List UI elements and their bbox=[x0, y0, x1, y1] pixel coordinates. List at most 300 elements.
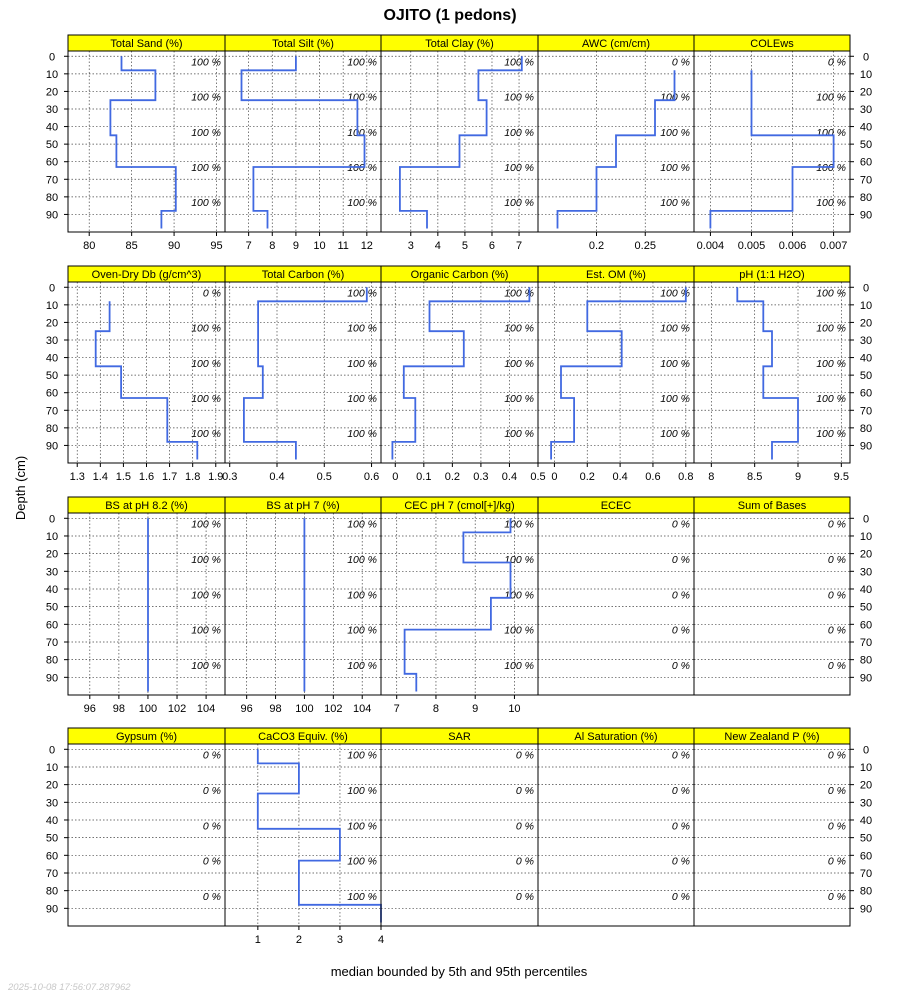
x-tick-label: 104 bbox=[353, 703, 372, 715]
sample-coverage-label: 100 % bbox=[347, 161, 377, 174]
sample-coverage-label: 0 % bbox=[202, 749, 221, 762]
x-tick-label: 0.4 bbox=[269, 471, 285, 483]
sample-coverage-label: 100 % bbox=[660, 357, 690, 370]
depth-tick-label: 90 bbox=[45, 209, 59, 222]
sample-coverage-label: 100 % bbox=[504, 197, 534, 210]
panel-11 bbox=[225, 497, 381, 715]
sample-coverage-label: 100 % bbox=[816, 392, 846, 405]
median-profile-line bbox=[737, 287, 798, 459]
sample-coverage-label: 0 % bbox=[671, 890, 690, 903]
x-tick-label: 0.005 bbox=[737, 240, 766, 252]
sample-coverage-label: 0 % bbox=[827, 624, 846, 637]
x-tick-label: 8.5 bbox=[747, 471, 763, 483]
depth-tick-label: 50 bbox=[45, 139, 59, 152]
x-tick-label: 0.3 bbox=[222, 471, 238, 483]
panel-17 bbox=[381, 728, 538, 926]
x-tick-label: 8 bbox=[269, 240, 276, 252]
x-tick-label: 3 bbox=[336, 934, 344, 946]
panel-strip-label: AWC (cm/cm) bbox=[581, 38, 651, 50]
sample-coverage-label: 100 % bbox=[816, 428, 846, 441]
sample-coverage-label: 0 % bbox=[827, 659, 846, 672]
x-tick-label: 3 bbox=[407, 240, 414, 252]
x-tick-label: 0.3 bbox=[473, 471, 489, 483]
x-tick-label: 9 bbox=[794, 471, 802, 483]
sample-coverage-label: 100 % bbox=[191, 197, 221, 210]
depth-tick-label: 90 bbox=[45, 903, 59, 916]
sample-coverage-label: 100 % bbox=[504, 287, 534, 300]
depth-tick-label: 60 bbox=[859, 619, 873, 632]
sample-coverage-label: 100 % bbox=[347, 357, 377, 370]
x-tick-label: 104 bbox=[196, 703, 216, 715]
x-tick-label: 0.5 bbox=[316, 471, 332, 483]
sample-coverage-label: 100 % bbox=[191, 518, 221, 531]
depth-tick-label: 30 bbox=[45, 797, 59, 810]
sample-coverage-label: 100 % bbox=[660, 428, 690, 441]
depth-tick-label: 20 bbox=[45, 317, 59, 330]
x-tick-label: 98 bbox=[269, 703, 282, 715]
x-tick-label: 8 bbox=[708, 471, 715, 483]
depth-tick-label: 60 bbox=[45, 619, 59, 632]
sample-coverage-label: 0 % bbox=[671, 855, 690, 868]
x-tick-label: 12 bbox=[360, 240, 373, 252]
panel-strip-label: Gypsum (%) bbox=[115, 731, 178, 743]
x-tick-label: 1.4 bbox=[92, 471, 108, 483]
sample-coverage-label: 100 % bbox=[660, 287, 690, 300]
sample-coverage-label: 0 % bbox=[515, 784, 534, 797]
depth-tick-label: 80 bbox=[859, 654, 873, 667]
sample-coverage-label: 100 % bbox=[816, 91, 846, 104]
sample-coverage-label: 0 % bbox=[827, 820, 846, 833]
depth-tick-label: 10 bbox=[859, 68, 873, 81]
depth-tick-label: 60 bbox=[859, 156, 873, 169]
depth-tick-label: 0 bbox=[48, 513, 56, 526]
depth-tick-label: 40 bbox=[45, 352, 59, 365]
x-tick-label: 9 bbox=[292, 240, 299, 252]
depth-tick-label: 70 bbox=[859, 636, 873, 649]
sample-coverage-label: 0 % bbox=[827, 749, 846, 762]
sample-coverage-label: 100 % bbox=[504, 659, 534, 672]
x-tick-label: 0.2 bbox=[444, 471, 461, 483]
sample-coverage-label: 100 % bbox=[816, 357, 846, 370]
x-tick-label: 0 bbox=[392, 471, 399, 483]
sample-coverage-label: 100 % bbox=[347, 392, 377, 405]
x-tick-label: 0.4 bbox=[501, 471, 518, 483]
x-tick-label: 0.004 bbox=[696, 240, 725, 252]
panel-strip-label: Total Clay (%) bbox=[425, 38, 494, 50]
x-tick-label: 96 bbox=[240, 703, 253, 715]
sample-coverage-label: 0 % bbox=[671, 784, 690, 797]
depth-tick-label: 10 bbox=[45, 68, 59, 81]
depth-tick-label: 20 bbox=[859, 317, 873, 330]
depth-tick-label: 30 bbox=[859, 334, 873, 347]
sample-coverage-label: 0 % bbox=[515, 890, 534, 903]
depth-tick-label: 80 bbox=[45, 422, 59, 435]
panel-frame bbox=[694, 744, 850, 926]
x-tick-label: 80 bbox=[83, 240, 96, 252]
x-tick-label: 8 bbox=[432, 703, 440, 715]
sample-coverage-label: 100 % bbox=[347, 287, 377, 300]
sample-coverage-label: 0 % bbox=[827, 589, 846, 602]
sample-coverage-label: 0 % bbox=[671, 56, 690, 69]
sample-coverage-label: 100 % bbox=[191, 91, 221, 104]
panel-13 bbox=[538, 497, 694, 695]
figure-title: OJITO (1 pedons) bbox=[383, 7, 517, 24]
x-tick-label: 100 bbox=[138, 703, 158, 715]
sample-coverage-label: 0 % bbox=[202, 820, 221, 833]
sample-coverage-label: 0 % bbox=[671, 624, 690, 637]
panel-15 bbox=[46, 728, 225, 926]
x-tick-label: 0.1 bbox=[416, 471, 432, 483]
depth-tick-label: 70 bbox=[45, 867, 59, 880]
x-tick-label: 0.4 bbox=[612, 471, 628, 483]
timestamp: 2025-10-08 17:56:07.287962 bbox=[8, 982, 131, 993]
depth-tick-label: 70 bbox=[45, 636, 59, 649]
depth-tick-label: 90 bbox=[45, 440, 59, 453]
sample-coverage-label: 100 % bbox=[660, 161, 690, 174]
x-tick-label: 5 bbox=[461, 240, 468, 252]
median-profile-line bbox=[710, 70, 833, 228]
panel-strip-label: Total Silt (%) bbox=[272, 38, 334, 50]
x-tick-label: 1.7 bbox=[161, 471, 178, 483]
y-axis-title: Depth (cm) bbox=[13, 455, 28, 521]
depth-tick-label: 90 bbox=[859, 440, 873, 453]
sample-coverage-label: 100 % bbox=[347, 659, 377, 672]
sample-coverage-label: 0 % bbox=[827, 56, 846, 69]
sample-coverage-label: 100 % bbox=[504, 428, 534, 441]
x-tick-label: 7 bbox=[393, 703, 400, 715]
median-profile-line bbox=[242, 56, 365, 228]
depth-tick-label: 0 bbox=[862, 513, 870, 526]
sample-coverage-label: 0 % bbox=[515, 820, 534, 833]
sample-coverage-label: 100 % bbox=[347, 624, 377, 637]
x-tick-label: 9 bbox=[472, 703, 479, 715]
sample-coverage-label: 100 % bbox=[347, 749, 377, 762]
depth-tick-label: 80 bbox=[45, 654, 59, 667]
panel-strip-label: BS at pH 8.2 (%) bbox=[105, 500, 188, 512]
panel-strip-label: COLEws bbox=[750, 38, 794, 50]
panel-1 bbox=[225, 35, 381, 252]
x-tick-label: 0.006 bbox=[778, 240, 807, 252]
x-tick-label: 100 bbox=[295, 703, 314, 715]
sample-coverage-label: 0 % bbox=[827, 855, 846, 868]
x-tick-label: 96 bbox=[83, 703, 96, 715]
depth-tick-label: 50 bbox=[45, 370, 59, 383]
x-tick-label: 0.25 bbox=[634, 240, 656, 252]
panel-3 bbox=[538, 35, 694, 252]
panel-frame bbox=[68, 744, 225, 926]
depth-tick-label: 20 bbox=[859, 86, 873, 99]
sample-coverage-label: 100 % bbox=[191, 659, 221, 672]
x-tick-label: 85 bbox=[125, 240, 138, 252]
panel-18 bbox=[538, 728, 694, 926]
x-tick-label: 4 bbox=[434, 240, 441, 252]
depth-tick-label: 30 bbox=[45, 566, 59, 579]
depth-tick-label: 0 bbox=[48, 282, 56, 295]
depth-tick-label: 20 bbox=[859, 779, 873, 792]
sample-coverage-label: 100 % bbox=[191, 428, 221, 441]
panel-10 bbox=[46, 497, 225, 715]
panel-strip-label: CaCO3 Equiv. (%) bbox=[258, 731, 348, 743]
x-tick-label: 1.3 bbox=[69, 471, 85, 483]
sample-coverage-label: 0 % bbox=[515, 749, 534, 762]
sample-coverage-label: 100 % bbox=[191, 56, 221, 69]
sample-coverage-label: 0 % bbox=[671, 553, 690, 566]
depth-tick-label: 70 bbox=[859, 867, 873, 880]
depth-tick-label: 40 bbox=[859, 583, 873, 596]
sample-coverage-label: 0 % bbox=[671, 659, 690, 672]
panel-14 bbox=[694, 497, 872, 695]
x-tick-label: 10 bbox=[508, 703, 521, 715]
x-tick-label: 1.9 bbox=[208, 471, 224, 483]
depth-tick-label: 50 bbox=[45, 832, 59, 845]
sample-coverage-label: 100 % bbox=[660, 126, 690, 139]
depth-tick-label: 90 bbox=[859, 209, 873, 222]
depth-tick-label: 70 bbox=[45, 405, 59, 418]
sample-coverage-label: 100 % bbox=[504, 161, 534, 174]
depth-tick-label: 30 bbox=[45, 103, 59, 116]
x-tick-label: 0.2 bbox=[579, 471, 595, 483]
sample-coverage-label: 0 % bbox=[827, 890, 846, 903]
sample-coverage-label: 0 % bbox=[202, 784, 221, 797]
sample-coverage-label: 0 % bbox=[202, 855, 221, 868]
x-tick-label: 102 bbox=[324, 703, 343, 715]
depth-tick-label: 10 bbox=[859, 530, 873, 543]
median-profile-line bbox=[558, 70, 675, 228]
sample-coverage-label: 100 % bbox=[504, 357, 534, 370]
depth-tick-label: 50 bbox=[859, 370, 873, 383]
panel-7 bbox=[381, 266, 546, 483]
sample-coverage-label: 100 % bbox=[504, 126, 534, 139]
sample-coverage-label: 100 % bbox=[660, 322, 690, 335]
panel-2 bbox=[381, 35, 538, 252]
sample-coverage-label: 100 % bbox=[504, 589, 534, 602]
x-tick-label: 0.6 bbox=[645, 471, 661, 483]
sample-coverage-label: 0 % bbox=[515, 855, 534, 868]
depth-tick-label: 60 bbox=[45, 387, 59, 400]
panel-0 bbox=[46, 35, 225, 252]
depth-tick-label: 0 bbox=[48, 744, 56, 757]
depth-tick-label: 30 bbox=[45, 334, 59, 347]
sample-coverage-label: 0 % bbox=[827, 784, 846, 797]
sample-coverage-label: 0 % bbox=[671, 820, 690, 833]
depth-tick-label: 50 bbox=[859, 601, 873, 614]
x-tick-label: 1.6 bbox=[138, 471, 155, 483]
sample-coverage-label: 0 % bbox=[671, 589, 690, 602]
sample-coverage-label: 100 % bbox=[347, 428, 377, 441]
panel-strip-label: New Zealand P (%) bbox=[724, 731, 820, 743]
sample-coverage-label: 100 % bbox=[347, 820, 377, 833]
depth-tick-label: 80 bbox=[45, 885, 59, 898]
sample-coverage-label: 100 % bbox=[191, 553, 221, 566]
panel-strip-label: CEC pH 7 (cmol[+]/kg) bbox=[404, 500, 515, 512]
panel-strip-label: SAR bbox=[448, 731, 471, 743]
panel-strip-label: pH (1:1 H2O) bbox=[739, 269, 805, 281]
sample-coverage-label: 100 % bbox=[660, 197, 690, 210]
sample-coverage-label: 100 % bbox=[504, 91, 534, 104]
panel-grid bbox=[46, 35, 872, 946]
depth-tick-label: 50 bbox=[859, 832, 873, 845]
sample-coverage-label: 100 % bbox=[347, 322, 377, 335]
x-tick-label: 98 bbox=[112, 703, 126, 715]
sample-coverage-label: 100 % bbox=[347, 784, 377, 797]
sample-coverage-label: 100 % bbox=[347, 518, 377, 531]
sample-coverage-label: 100 % bbox=[816, 322, 846, 335]
sample-coverage-label: 0 % bbox=[671, 749, 690, 762]
panel-strip-label: Total Carbon (%) bbox=[261, 269, 345, 281]
panel-strip-label: Oven-Dry Db (g/cm^3) bbox=[91, 269, 202, 281]
x-tick-label: 0.5 bbox=[530, 471, 546, 483]
sample-coverage-label: 100 % bbox=[660, 91, 690, 104]
panel-strip-label: Sum of Bases bbox=[737, 500, 807, 512]
depth-tick-label: 40 bbox=[859, 814, 873, 827]
depth-tick-label: 70 bbox=[859, 174, 873, 187]
x-tick-label: 9.5 bbox=[833, 471, 849, 483]
panel-6 bbox=[222, 266, 381, 483]
panel-frame bbox=[538, 744, 694, 926]
sample-coverage-label: 100 % bbox=[816, 197, 846, 210]
panel-strip-label: Est. OM (%) bbox=[586, 269, 646, 281]
depth-tick-label: 60 bbox=[45, 156, 59, 169]
x-tick-label: 0 bbox=[551, 471, 558, 483]
median-profile-line bbox=[110, 56, 175, 228]
depth-tick-label: 40 bbox=[859, 352, 873, 365]
panel-strip-label: Organic Carbon (%) bbox=[410, 269, 509, 281]
depth-tick-label: 10 bbox=[859, 761, 873, 774]
sample-coverage-label: 0 % bbox=[202, 890, 221, 903]
depth-tick-label: 20 bbox=[45, 548, 59, 561]
x-tick-label: 0.007 bbox=[819, 240, 848, 252]
depth-tick-label: 0 bbox=[862, 744, 870, 757]
depth-tick-label: 70 bbox=[45, 174, 59, 187]
sample-coverage-label: 100 % bbox=[504, 624, 534, 637]
x-tick-label: 1 bbox=[254, 934, 261, 946]
panel-strip-label: Al Saturation (%) bbox=[574, 731, 658, 743]
depth-tick-label: 30 bbox=[859, 566, 873, 579]
depth-tick-label: 60 bbox=[859, 850, 873, 863]
panel-strip-label: ECEC bbox=[600, 500, 632, 512]
sample-coverage-label: 100 % bbox=[347, 197, 377, 210]
depth-tick-label: 20 bbox=[45, 779, 59, 792]
sample-coverage-label: 100 % bbox=[347, 126, 377, 139]
sample-coverage-label: 100 % bbox=[191, 624, 221, 637]
median-profile-line bbox=[405, 518, 511, 691]
depth-tick-label: 80 bbox=[45, 191, 59, 204]
sample-coverage-label: 100 % bbox=[504, 322, 534, 335]
depth-tick-label: 50 bbox=[45, 601, 59, 614]
depth-tick-label: 80 bbox=[859, 422, 873, 435]
sample-coverage-label: 100 % bbox=[504, 56, 534, 69]
panel-5 bbox=[46, 266, 225, 483]
x-tick-label: 90 bbox=[167, 240, 181, 252]
sample-coverage-label: 100 % bbox=[191, 392, 221, 405]
x-tick-label: 95 bbox=[210, 240, 223, 252]
x-tick-label: 102 bbox=[167, 703, 187, 715]
depth-tick-label: 40 bbox=[859, 121, 873, 134]
x-tick-label: 0.6 bbox=[363, 471, 380, 483]
depth-tick-label: 0 bbox=[48, 51, 56, 64]
sample-coverage-label: 0 % bbox=[827, 518, 846, 531]
depth-tick-label: 90 bbox=[859, 672, 873, 685]
depth-tick-label: 20 bbox=[859, 548, 873, 561]
panel-12 bbox=[381, 497, 538, 715]
depth-tick-label: 10 bbox=[45, 530, 59, 543]
depth-tick-label: 50 bbox=[859, 139, 873, 152]
sample-coverage-label: 100 % bbox=[816, 287, 846, 300]
sample-coverage-label: 100 % bbox=[191, 322, 221, 335]
x-tick-label: 6 bbox=[488, 240, 496, 252]
sample-coverage-label: 100 % bbox=[504, 392, 534, 405]
x-tick-label: 0.8 bbox=[678, 471, 694, 483]
sample-coverage-label: 100 % bbox=[191, 589, 221, 602]
depth-tick-label: 90 bbox=[859, 903, 873, 916]
panel-4 bbox=[694, 35, 872, 252]
sample-coverage-label: 100 % bbox=[504, 518, 534, 531]
x-tick-label: 1.5 bbox=[115, 471, 132, 483]
x-tick-label: 1.8 bbox=[185, 471, 201, 483]
depth-tick-label: 80 bbox=[859, 885, 873, 898]
x-tick-label: 7 bbox=[245, 240, 252, 252]
panel-frame bbox=[538, 513, 694, 695]
depth-tick-label: 20 bbox=[45, 86, 59, 99]
depth-tick-label: 40 bbox=[45, 583, 59, 596]
panel-8 bbox=[538, 266, 694, 483]
sample-coverage-label: 100 % bbox=[504, 553, 534, 566]
sample-coverage-label: 100 % bbox=[191, 357, 221, 370]
x-axis-title: median bounded by 5th and 95th percentiles bbox=[330, 964, 588, 979]
x-tick-label: 7 bbox=[515, 240, 523, 252]
depth-tick-label: 10 bbox=[859, 299, 873, 312]
depth-tick-label: 60 bbox=[45, 850, 59, 863]
sample-coverage-label: 100 % bbox=[191, 126, 221, 139]
sample-coverage-label: 100 % bbox=[191, 161, 221, 174]
sample-coverage-label: 100 % bbox=[816, 126, 846, 139]
panel-frame bbox=[694, 513, 850, 695]
depth-tick-label: 0 bbox=[862, 51, 870, 64]
panel-16 bbox=[225, 728, 384, 946]
depth-tick-label: 70 bbox=[859, 405, 873, 418]
x-tick-label: 2 bbox=[295, 934, 302, 946]
panel-frame bbox=[381, 744, 538, 926]
x-tick-label: 11 bbox=[337, 240, 349, 252]
sample-coverage-label: 100 % bbox=[347, 589, 377, 602]
x-tick-label: 4 bbox=[377, 934, 385, 946]
sample-coverage-label: 0 % bbox=[671, 518, 690, 531]
sample-coverage-label: 100 % bbox=[347, 91, 377, 104]
depth-tick-label: 30 bbox=[859, 103, 873, 116]
depth-tick-label: 80 bbox=[859, 191, 873, 204]
sample-coverage-label: 0 % bbox=[202, 287, 221, 300]
sample-coverage-label: 0 % bbox=[827, 553, 846, 566]
depth-tick-label: 10 bbox=[45, 761, 59, 774]
depth-tick-label: 40 bbox=[45, 121, 59, 134]
x-tick-label: 10 bbox=[313, 240, 326, 252]
panel-9 bbox=[694, 266, 872, 483]
depth-tick-label: 10 bbox=[45, 299, 59, 312]
depth-tick-label: 0 bbox=[862, 282, 870, 295]
sample-coverage-label: 100 % bbox=[347, 855, 377, 868]
depth-tick-label: 60 bbox=[859, 387, 873, 400]
sample-coverage-label: 100 % bbox=[816, 161, 846, 174]
depth-tick-label: 40 bbox=[45, 814, 59, 827]
sample-coverage-label: 100 % bbox=[347, 890, 377, 903]
sample-coverage-label: 100 % bbox=[347, 553, 377, 566]
depth-tick-label: 90 bbox=[45, 672, 59, 685]
panel-strip-label: Total Sand (%) bbox=[110, 38, 183, 50]
panel-strip-label: BS at pH 7 (%) bbox=[266, 500, 340, 512]
sample-coverage-label: 100 % bbox=[660, 392, 690, 405]
panel-19 bbox=[694, 728, 872, 926]
sample-coverage-label: 100 % bbox=[347, 56, 377, 69]
